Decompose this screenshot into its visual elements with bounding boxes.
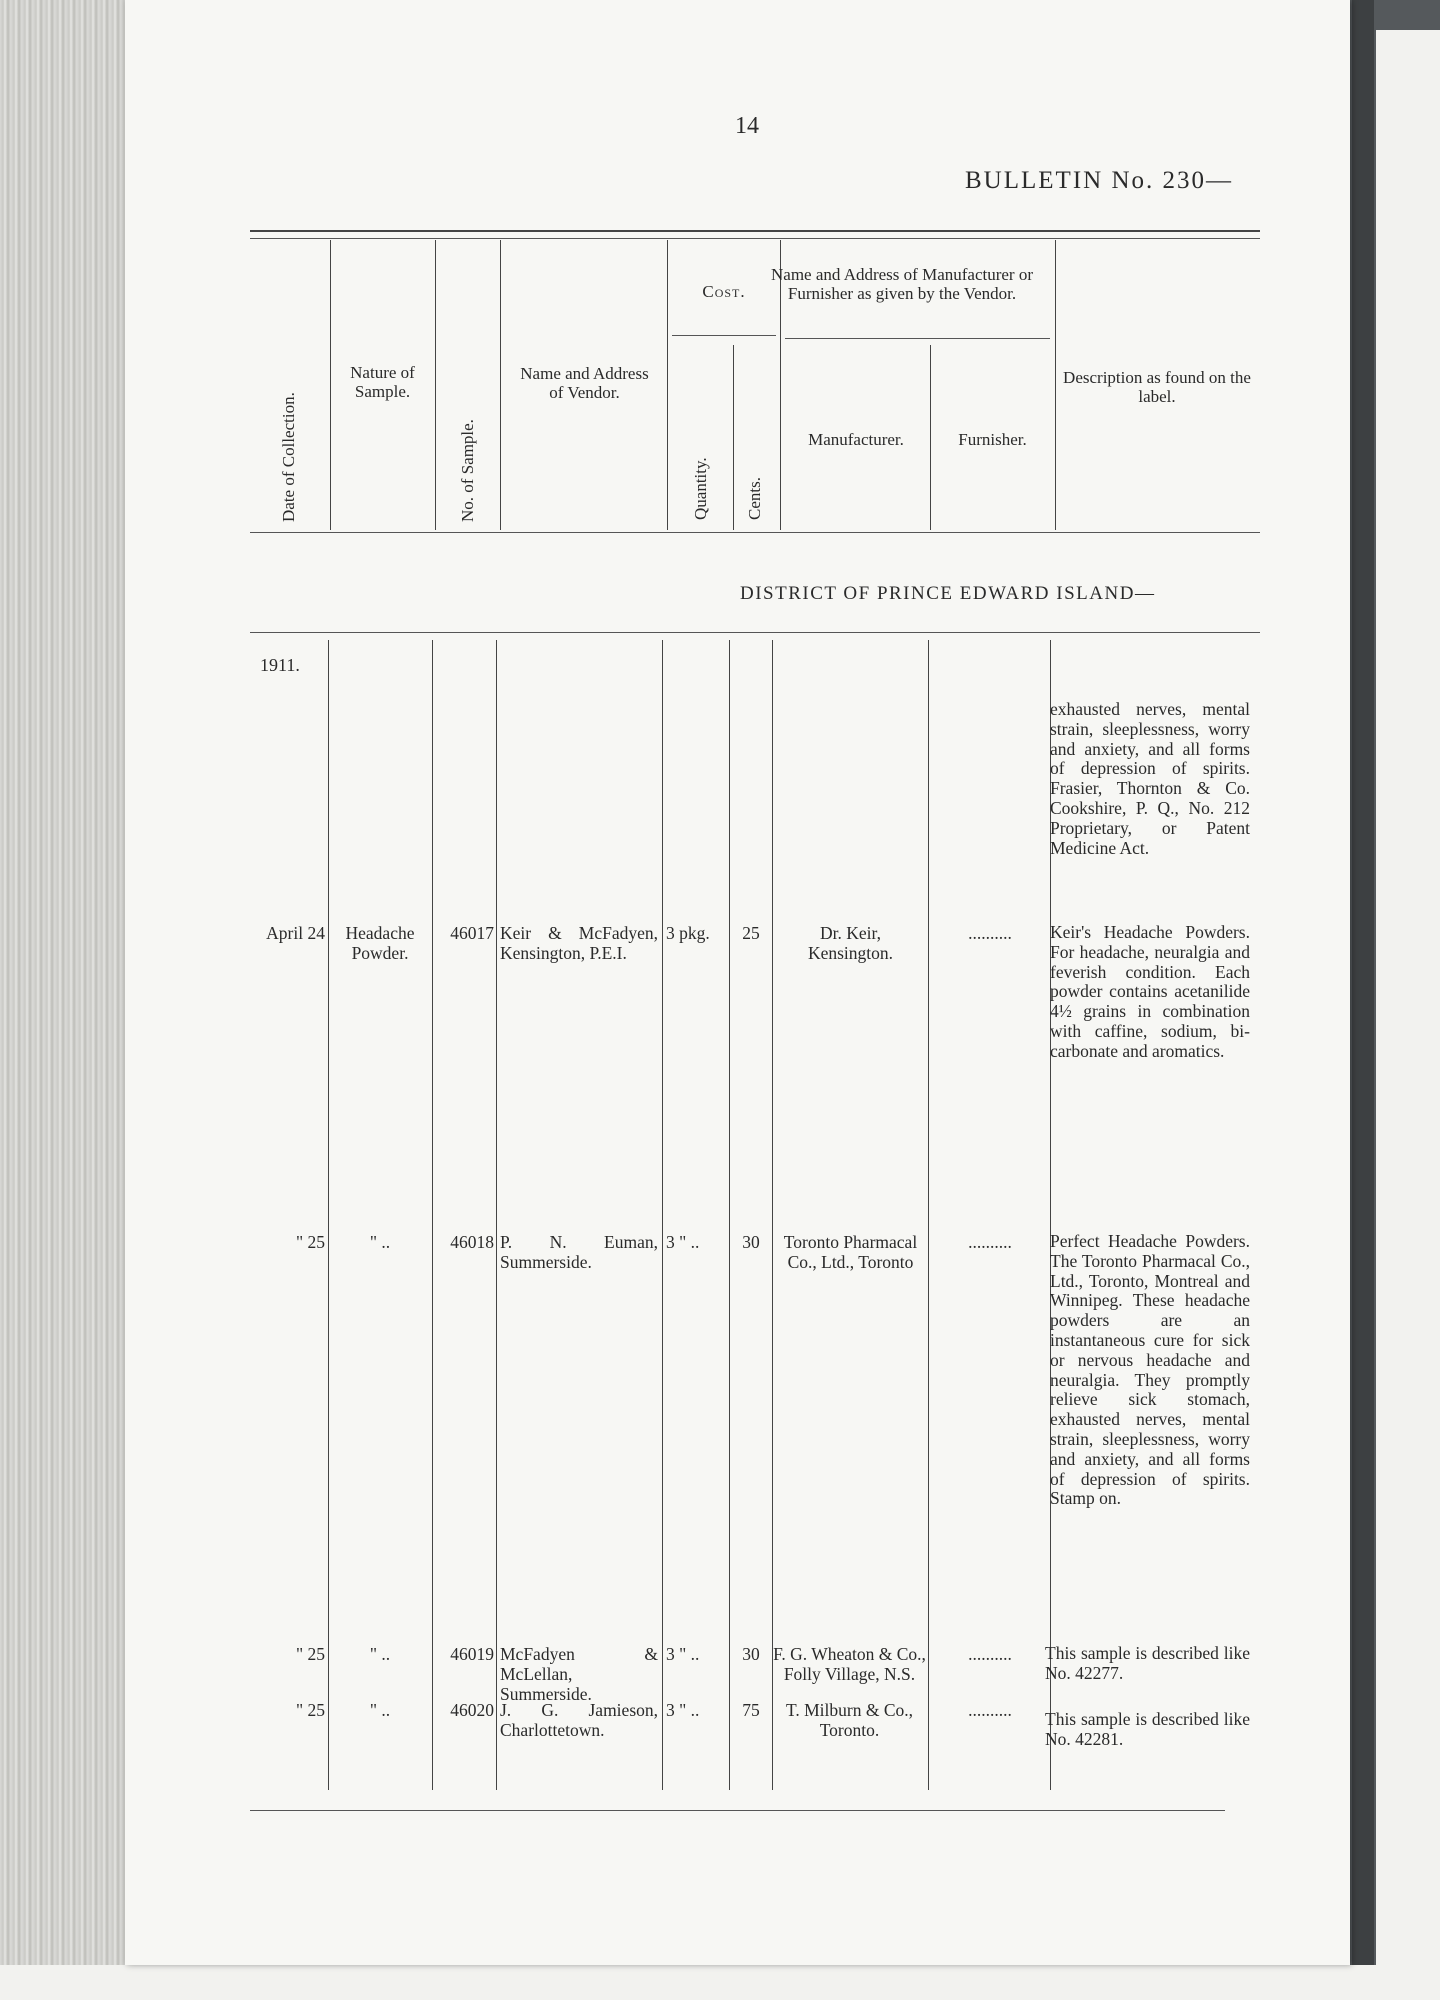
- header-manufacturer-group: Name and Address of Manufacturer or Furnisher as given by the Vendor.: [771, 265, 1033, 303]
- body-divider: [729, 640, 730, 1790]
- cell-nature: Headache Powder.: [345, 923, 415, 963]
- page-number: 14: [735, 113, 759, 139]
- cell-number: 46019: [450, 1644, 494, 1664]
- cell-vendor: P. N. Euman, Summerside.: [500, 1232, 658, 1272]
- header-divider: [667, 240, 668, 530]
- scan-bottom: [0, 1965, 1440, 2000]
- cell-number: 46020: [450, 1700, 494, 1720]
- header-top-rule: [250, 230, 1260, 232]
- cell-vendor: McFadyen & McLellan, Summerside.: [500, 1644, 658, 1704]
- body-divider: [928, 640, 929, 1790]
- cell-furnisher: ..........: [968, 1644, 1012, 1664]
- cell-date: April 24: [266, 923, 325, 943]
- cell-vendor: Keir & McFadyen, Kensington, P.E.I.: [500, 923, 658, 963]
- header-divider: [1055, 240, 1056, 530]
- header-cents: Cents.: [745, 477, 764, 520]
- header-top-rule-2: [250, 238, 1260, 239]
- cell-number: 46018: [450, 1232, 494, 1252]
- adjacent-page: [1376, 30, 1440, 1970]
- cell-quantity: 3 " ..: [666, 1644, 700, 1664]
- scan-background: [1352, 0, 1374, 2000]
- cost-group-rule: [672, 335, 776, 336]
- body-top-rule: [250, 632, 1260, 633]
- cell-nature: " ..: [369, 1232, 391, 1252]
- cell-manufacturer: Toronto Pharmacal Co., Ltd., Toronto: [783, 1232, 918, 1272]
- cell-quantity: 3 pkg.: [666, 923, 710, 943]
- cell-description: Keir's Headache Powders. For headache, neuralgia and feverish condition. Each powder contains acetanilide 4½ grains in combination with caffine, sodium, bi-carbonate and aromatics.: [1050, 922, 1250, 1061]
- cell-description: This sample is described like No. 42277.: [1045, 1643, 1250, 1683]
- header-furnisher: Furnisher.: [958, 430, 1027, 449]
- cell-date: " 25: [295, 1232, 325, 1252]
- cell-quantity: 3 " ..: [666, 1700, 700, 1720]
- header-divider: [435, 240, 436, 530]
- body-divider: [772, 640, 773, 1790]
- cell-furnisher: ..........: [968, 1700, 1012, 1720]
- header-cost: Cost.: [702, 282, 746, 301]
- header-description: Description as found on the label.: [1063, 368, 1251, 406]
- district-heading: DISTRICT OF PRINCE EDWARD ISLAND—: [740, 583, 1156, 604]
- book-edge: [0, 0, 140, 2000]
- cell-cents: 25: [742, 923, 760, 943]
- cell-cents: 75: [742, 1700, 760, 1720]
- cell-cents: 30: [742, 1644, 760, 1664]
- year-label: 1911.: [260, 655, 300, 675]
- manufacturer-group-rule: [785, 338, 1050, 339]
- cell-number: 46017: [450, 923, 494, 943]
- body-divider: [432, 640, 433, 1790]
- header-divider: [733, 345, 734, 530]
- header-number: No. of Sample.: [458, 419, 477, 522]
- header-date: Date of Collection.: [279, 392, 298, 522]
- cell-manufacturer: Dr. Keir, Kensington.: [807, 923, 894, 963]
- cell-description: Perfect Headache Powders. The Toronto Pharmacal Co., Ltd., Toronto, Montreal and Winnipeg. These headache powders are an instantaneous cure for sick or nervous headache and neuralgia. They promptly relieve sick stomach, exhausted nerves, mental strain, sleeplessness, worry and anxiety, and all forms of depression of spirits. Stamp on.: [1050, 1231, 1250, 1509]
- cell-date: " 25: [295, 1644, 325, 1664]
- header-manufacturer: Manufacturer.: [808, 430, 904, 449]
- cell-description: This sample is described like No. 42281.: [1045, 1709, 1250, 1749]
- cell-cents: 30: [742, 1232, 760, 1252]
- cell-nature: " ..: [369, 1644, 391, 1664]
- header-bottom-rule: [250, 532, 1260, 533]
- body-divider: [496, 640, 497, 1790]
- header-quantity: Quantity.: [691, 457, 710, 520]
- cell-manufacturer: F. G. Wheaton & Co., Folly Village, N.S.: [773, 1644, 926, 1684]
- cell-furnisher: ..........: [968, 923, 1012, 943]
- cell-vendor: J. G. Jamieson, Charlottetown.: [500, 1700, 658, 1740]
- cell-manufacturer: T. Milburn & Co., Toronto.: [785, 1700, 914, 1740]
- header-vendor: Name and Address of Vendor.: [520, 364, 649, 402]
- running-head: BULLETIN No. 230—: [965, 167, 1233, 194]
- header-divider: [330, 240, 331, 530]
- cell-date: " 25: [295, 1700, 325, 1720]
- cell-nature: " ..: [369, 1700, 391, 1720]
- body-divider: [662, 640, 663, 1790]
- header-nature: Nature of Sample.: [350, 363, 415, 401]
- body-divider: [328, 640, 329, 1790]
- header-divider: [500, 240, 501, 530]
- continued-description: exhausted nerves, mental strain, sleeplessness, worry and anxiety, and all forms of depression of spirits. Frasier, Thornton & Co. Cookshire, P. Q., No. 212 Proprietary, or Patent Medicine Act.: [1050, 699, 1250, 858]
- table-bottom-rule: [250, 1810, 1225, 1811]
- cell-quantity: 3 " ..: [666, 1232, 700, 1252]
- header-divider: [930, 345, 931, 530]
- cell-furnisher: ..........: [968, 1232, 1012, 1252]
